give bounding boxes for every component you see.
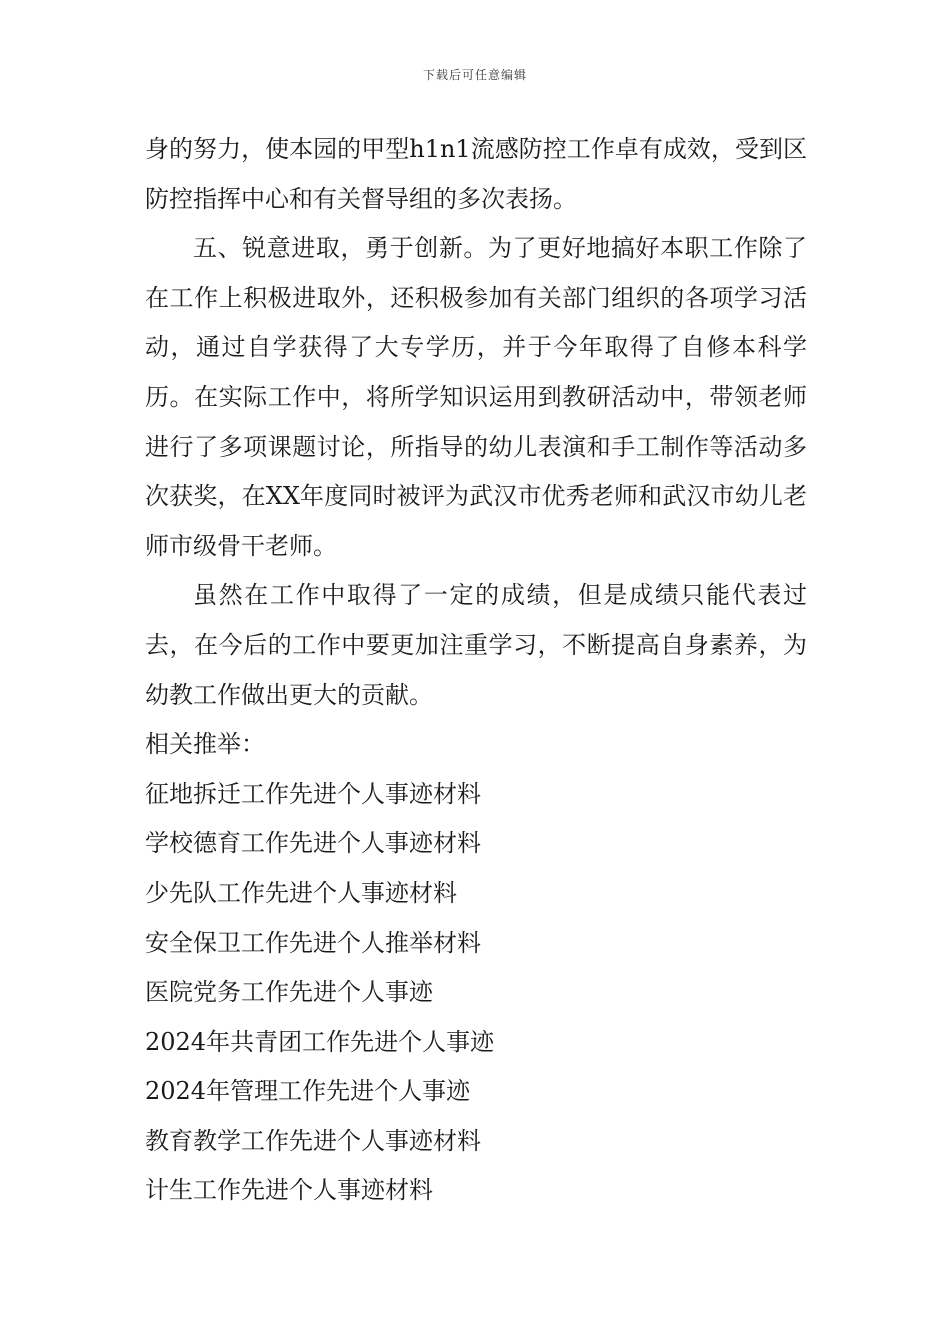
related-link[interactable]: 教育教学工作先进个人事迹材料 xyxy=(145,1126,481,1155)
related-link[interactable]: 学校德育工作先进个人事迹材料 xyxy=(145,829,481,858)
paragraph-continuation: 身的努力，使本园的甲型h1n1流感防控工作卓有成效，受到区防控指挥中心和有关督导组的多次表扬。 xyxy=(145,135,807,213)
related-heading: 相关推举： xyxy=(145,730,265,759)
related-link[interactable]: 2024年共青团工作先进个人事迹 xyxy=(145,1027,495,1056)
related-link[interactable]: 2024年管理工作先进个人事迹 xyxy=(145,1077,471,1106)
paragraph-conclusion: 虽然在工作中取得了一定的成绩，但是成绩只能代表过去，在今后的工作中要更加注重学习，不断提高自身素养，为幼教工作做出更大的贡献。 xyxy=(145,581,807,709)
related-link[interactable]: 征地拆迁工作先进个人事迹材料 xyxy=(145,779,481,808)
paragraph-innovation: 五、锐意进取，勇于创新。为了更好地搞好本职工作除了在工作上积极进取外，还积极参加有关部门组织的各项学习活动，通过自学获得了大专学历，并于今年取得了自修本科学历。在实际工作中，将所学知识运用到教研活动中，带领老师进行了多项课题讨论，所指导的幼儿表演和手工制作等活动多次获奖，在XX年度同时被评为武汉市优秀老师和武汉市幼儿老师市级骨干老师。 xyxy=(145,234,807,560)
related-link[interactable]: 医院党务工作先进个人事迹 xyxy=(145,978,433,1007)
related-link[interactable]: 计生工作先进个人事迹材料 xyxy=(145,1176,433,1205)
document-body xyxy=(145,125,807,1216)
related-link[interactable]: 少先队工作先进个人事迹材料 xyxy=(145,878,457,907)
page-header-note: 下载后可任意编辑 xyxy=(422,68,527,82)
related-link[interactable]: 安全保卫工作先进个人推举材料 xyxy=(145,928,481,957)
related-list xyxy=(145,770,807,1216)
